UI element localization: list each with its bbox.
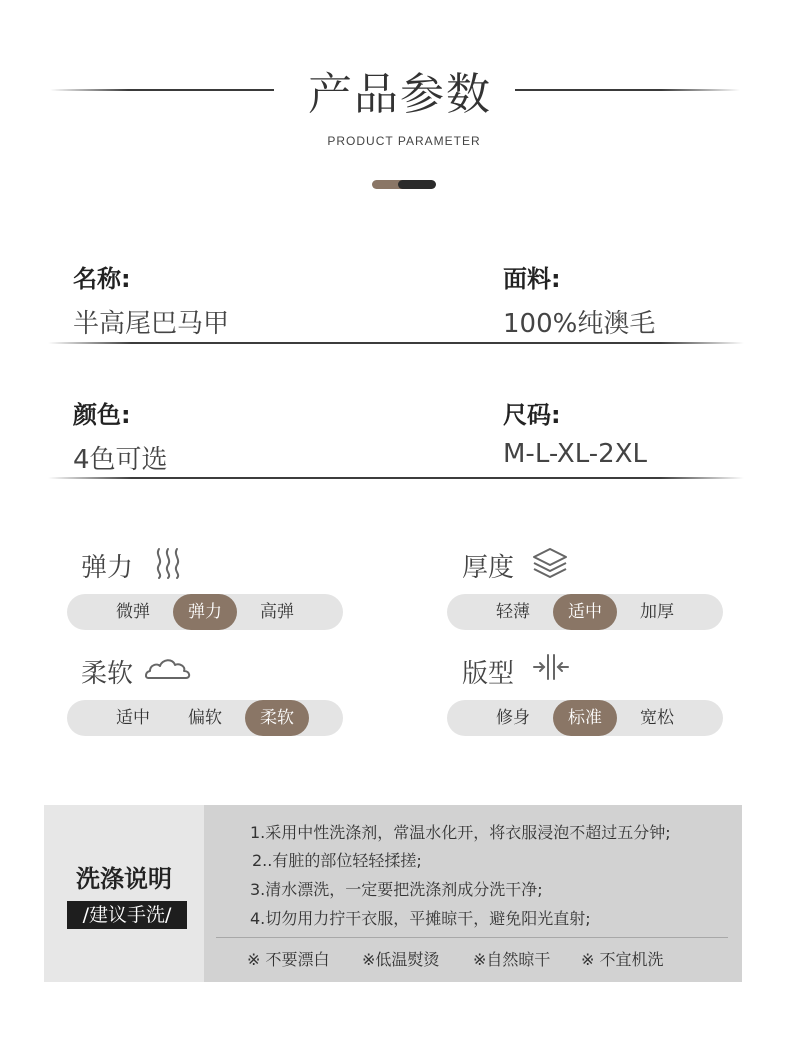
rating-thickness-track	[447, 594, 723, 630]
param-divider	[48, 477, 744, 479]
rating-thickness-label: 厚度	[462, 553, 515, 583]
wave-icon	[154, 546, 184, 584]
param-color-label: 颜色:	[73, 401, 131, 429]
title-accent-bar-dark	[398, 180, 436, 189]
wash-step: 2..有脏的部位轻轻揉搓;	[252, 851, 422, 870]
rating-option[interactable]: 宽松	[640, 708, 674, 728]
rating-fit-label: 版型	[462, 659, 515, 689]
rating-elasticity-label: 弹力	[81, 553, 134, 583]
rating-softness-label: 柔软	[81, 659, 134, 689]
rating-option-selected[interactable]: 柔软	[245, 700, 309, 736]
rating-option[interactable]: 修身	[496, 708, 530, 728]
wash-step: 4.切勿用力拧干衣服，平摊晾干，避免阳光直射;	[250, 909, 591, 928]
param-name-label: 名称:	[73, 265, 131, 293]
param-size-value: M-L-XL-2XL	[503, 439, 647, 469]
rating-fit-track	[447, 700, 723, 736]
wash-note: ※ 不要漂白	[247, 950, 330, 969]
param-fabric-label: 面料:	[503, 265, 561, 293]
rating-option[interactable]: 加厚	[640, 602, 674, 622]
rating-option-selected[interactable]: 弹力	[173, 594, 237, 630]
fit-arrows-icon	[532, 652, 570, 686]
wash-title: 洗涤说明	[76, 865, 172, 893]
param-fabric-value: 100%纯澳毛	[503, 309, 656, 339]
rating-option[interactable]: 适中	[116, 708, 150, 728]
rating-option-selected[interactable]: 适中	[553, 594, 617, 630]
rating-option[interactable]: 微弹	[116, 602, 150, 622]
param-size-label: 尺码:	[503, 401, 561, 429]
wash-divider	[216, 937, 728, 938]
cloud-icon	[144, 654, 192, 686]
param-divider	[48, 342, 744, 344]
rating-option[interactable]: 高弹	[260, 602, 294, 622]
rating-option[interactable]: 偏软	[188, 708, 222, 728]
wash-badge: /建议手洗/	[67, 901, 187, 929]
rating-option[interactable]: 轻薄	[496, 602, 530, 622]
rating-softness-track	[67, 700, 343, 736]
wash-note: ※低温熨烫	[362, 950, 440, 969]
page-subtitle: PRODUCT PARAMETER	[327, 134, 481, 148]
layers-icon	[531, 546, 569, 582]
wash-note: ※ 不宜机洗	[581, 950, 664, 969]
param-color-value: 4色可选	[73, 445, 168, 475]
wash-step: 3.清水漂洗，一定要把洗涤剂成分洗干净;	[250, 880, 543, 899]
rating-elasticity-track	[67, 594, 343, 630]
param-name-value: 半高尾巴马甲	[73, 309, 230, 339]
rating-option-selected[interactable]: 标准	[553, 700, 617, 736]
wash-note: ※自然晾干	[473, 950, 551, 969]
page-title: 产品参数	[308, 69, 492, 120]
wash-step: 1.采用中性洗涤剂，常温水化开，将衣服浸泡不超过五分钟;	[250, 823, 671, 842]
